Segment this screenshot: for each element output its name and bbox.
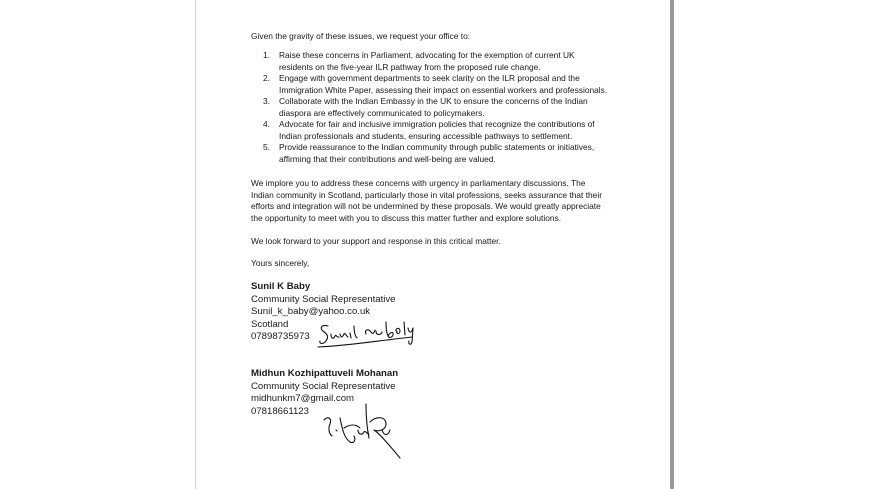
implore-paragraph-line: We implore you to address these concerns with urgency in parliamentary discussions. The [251,178,586,188]
implore-paragraph-line: the opportunity to meet with you to discuss this matter further and explore solutions. [251,212,562,223]
list-item-line: diaspora are effectively communicated to policymakers. [279,107,485,118]
list-item [263,73,643,96]
list-item-line: Advocate for fair and inclusive immigration policies that recognize the contributions of [279,119,595,129]
list-item-line: affirming that their contributions and well-being are valued. [279,153,496,164]
list-item-line: Engage with government departments to seek clarity on the ILR proposal and the [279,73,580,83]
list-item [263,96,643,119]
sign-off: Yours sincerely, [251,258,310,268]
implore-paragraph-line: Indian community in Scotland, particularly those in vital professions, seeks assurance that their [251,189,602,200]
request-list [263,50,643,165]
signatory-phone: 07818661123 [251,405,309,417]
signature-image-1 [316,316,418,352]
signatory-phone: 07898735973 [251,331,310,342]
signatory-title: Community Social Representative [251,380,396,392]
list-item [263,119,643,142]
list-item-line: Immigration White Paper, assessing their impact on essential workers and professionals. [279,84,608,95]
list-number: 5. [263,142,270,152]
list-number: 4. [263,119,270,129]
signatory-name: Midhun Kozhipattuveli Mohanan [251,368,399,379]
implore-paragraph-line: efforts and integration will not be undermined by these proposals. We would greatly appreciate [251,201,601,211]
intro-paragraph: Given the gravity of these issues, we request your office to: [251,31,471,41]
list-item-line: Provide reassurance to the Indian community through public statements or initiatives, [279,142,595,152]
list-item [263,142,643,165]
signatory-email: midhunkm7@gmail.com [251,393,355,404]
signatory-location: Scotland [251,318,289,330]
signatory-title: Community Social Representative [251,293,396,305]
signatory-email: Sunil_k_baby@yahoo.co.uk [251,306,371,317]
signatory-name: Sunil K Baby [251,281,311,292]
list-number: 2. [263,73,270,83]
list-number: 3. [263,96,270,106]
list-number: 1. [263,50,270,60]
list-item [263,50,643,73]
closing-paragraph: We look forward to your support and response in this critical matter. [251,236,501,246]
list-item-line: Collaborate with the Indian Embassy in the UK to ensure the concerns of the Indian [279,96,588,106]
list-item-line: Indian professionals and students, ensuring accessible pathways to settlement. [279,130,573,141]
list-item-line: residents on the five-year ILR pathway from the proposed rule change. [279,61,541,72]
signature-image-2 [320,402,402,460]
list-item-line: Raise these concerns in Parliament, advocating for the exemption of current UK [279,50,575,60]
vertical-scrollbar[interactable] [670,0,674,489]
